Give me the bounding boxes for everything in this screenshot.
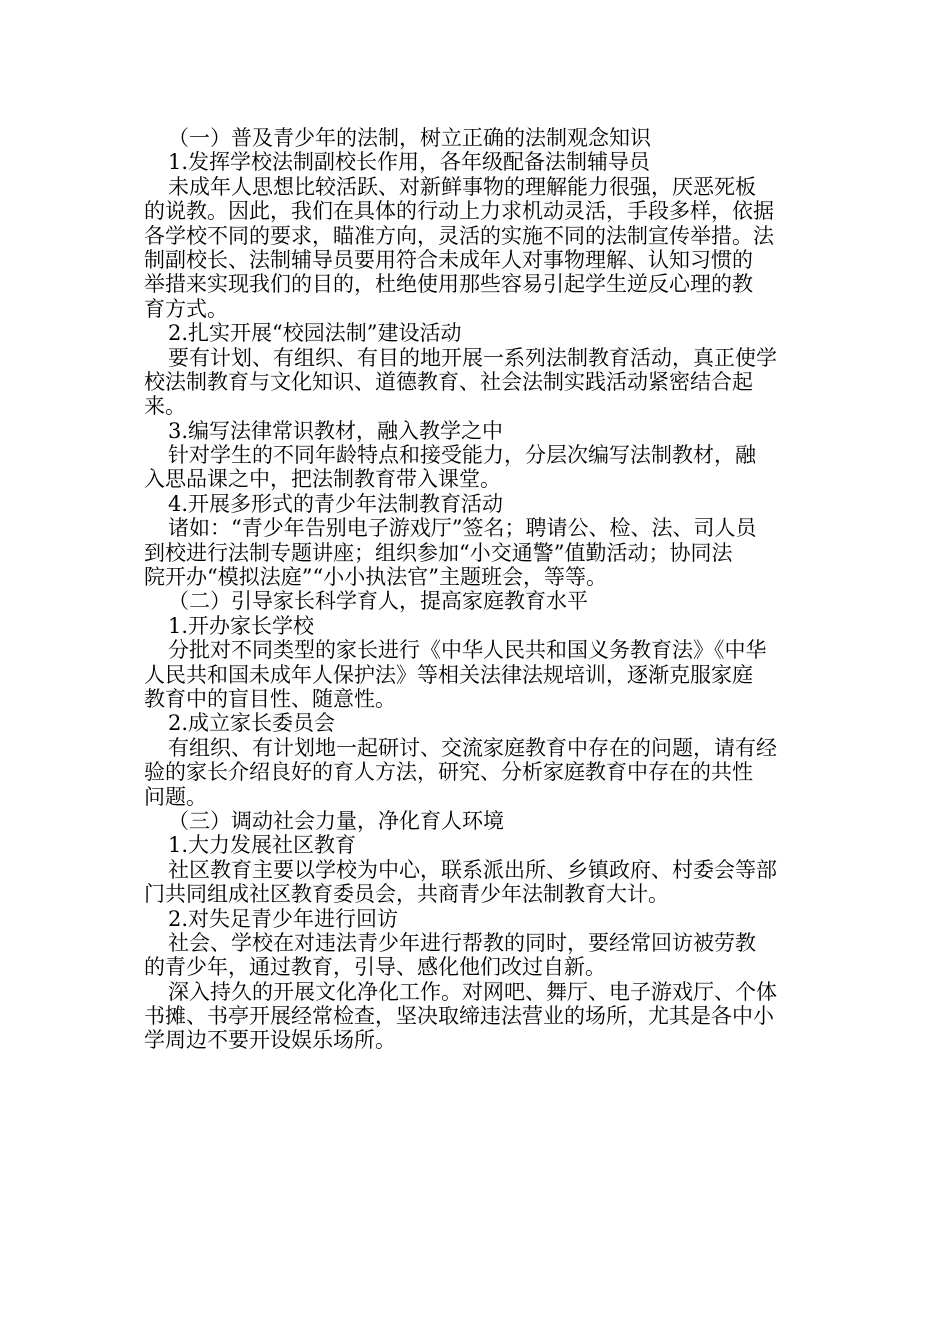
text-line: 人民共和国未成年人保护法》等相关法律法规培训，逐渐克服家庭: [144, 662, 753, 687]
text-line: 教育中的盲目性、随意性。: [144, 686, 396, 711]
text-line: 学周边不要开设娱乐场所。: [144, 1028, 396, 1053]
text-line: 未成年人思想比较活跃、对新鲜事物的理解能力很强，厌恶死板: [168, 174, 756, 199]
text-line: 诸如：“青少年告别电子游戏厅”签名；聘请公、检、法、司人员: [168, 516, 757, 541]
text-line: 深入持久的开展文化净化工作。对网吧、舞厅、电子游戏厅、个体: [168, 979, 777, 1004]
text-line: 验的家长介绍良好的育人方法，研究、分析家庭教育中存在的共性: [144, 760, 753, 785]
text-line: 社区教育主要以学校为中心，联系派出所、乡镇政府、村委会等部: [168, 857, 777, 882]
text-line: （三）调动社会力量，净化育人环境: [168, 808, 504, 833]
text-line: 举措来实现我们的目的，杜绝使用那些容易引起学生逆反心理的教: [144, 272, 753, 297]
text-line: （二）引导家长科学育人，提高家庭教育水平: [168, 589, 588, 614]
text-line: 4.开展多形式的青少年法制教育活动: [168, 491, 504, 516]
text-line: 社会、学校在对违法青少年进行帮教的同时，要经常回访被劳教: [168, 930, 756, 955]
text-line: 育方式。: [144, 296, 228, 321]
text-line: 2.扎实开展“校园法制”建设活动: [168, 321, 462, 346]
text-line: 1.发挥学校法制副校长作用，各年级配备法制辅导员: [168, 150, 651, 175]
text-line: 书摊、书亭开展经常检查，坚决取缔违法营业的场所，尤其是各中小: [144, 1004, 774, 1029]
text-line: 问题。: [144, 784, 207, 809]
document-body: [144, 126, 804, 1053]
text-line: 2.成立家长委员会: [168, 711, 336, 736]
text-line: 3.编写法律常识教材，融入教学之中: [168, 418, 504, 443]
text-line: 分批对不同类型的家长进行《中华人民共和国义务教育法》《中华: [168, 638, 767, 663]
text-line: 各学校不同的要求，瞄准方向，灵活的实施不同的法制宣传举措。法: [144, 223, 774, 248]
text-line: 院开办“模拟法庭”“小小执法官”主题班会，等等。: [144, 565, 607, 590]
text-line: 1.开办家长学校: [168, 613, 315, 638]
text-line: 制副校长、法制辅导员要用符合未成年人对事物理解、认知习惯的: [144, 247, 753, 272]
text-line: 1.大力发展社区教育: [168, 833, 357, 858]
text-line: （一）普及青少年的法制，树立正确的法制观念知识: [168, 126, 651, 150]
text-line: 2.对失足青少年进行回访: [168, 906, 399, 931]
text-line: 的说教。因此，我们在具体的行动上力求机动灵活，手段多样，依据: [144, 199, 774, 224]
text-line: 校法制教育与文化知识、道德教育、社会法制实践活动紧密结合起: [144, 369, 753, 394]
text-line: 要有计划、有组织、有目的地开展一系列法制教育活动，真正使学: [168, 345, 777, 370]
text-line: 入思品课之中，把法制教育带入课堂。: [144, 467, 501, 492]
text-line: 的青少年，通过教育，引导、感化他们改过自新。: [144, 955, 606, 980]
text-line: 到校进行法制专题讲座；组织参加“小交通警”值勤活动；协同法: [144, 540, 733, 565]
text-line: 门共同组成社区教育委员会，共商青少年法制教育大计。: [144, 882, 669, 907]
text-line: 针对学生的不同年龄特点和接受能力，分层次编写法制教材，融: [168, 443, 756, 468]
text-line: 来。: [144, 394, 186, 419]
text-line: 有组织、有计划地一起研讨、交流家庭教育中存在的问题，请有经: [168, 735, 777, 760]
